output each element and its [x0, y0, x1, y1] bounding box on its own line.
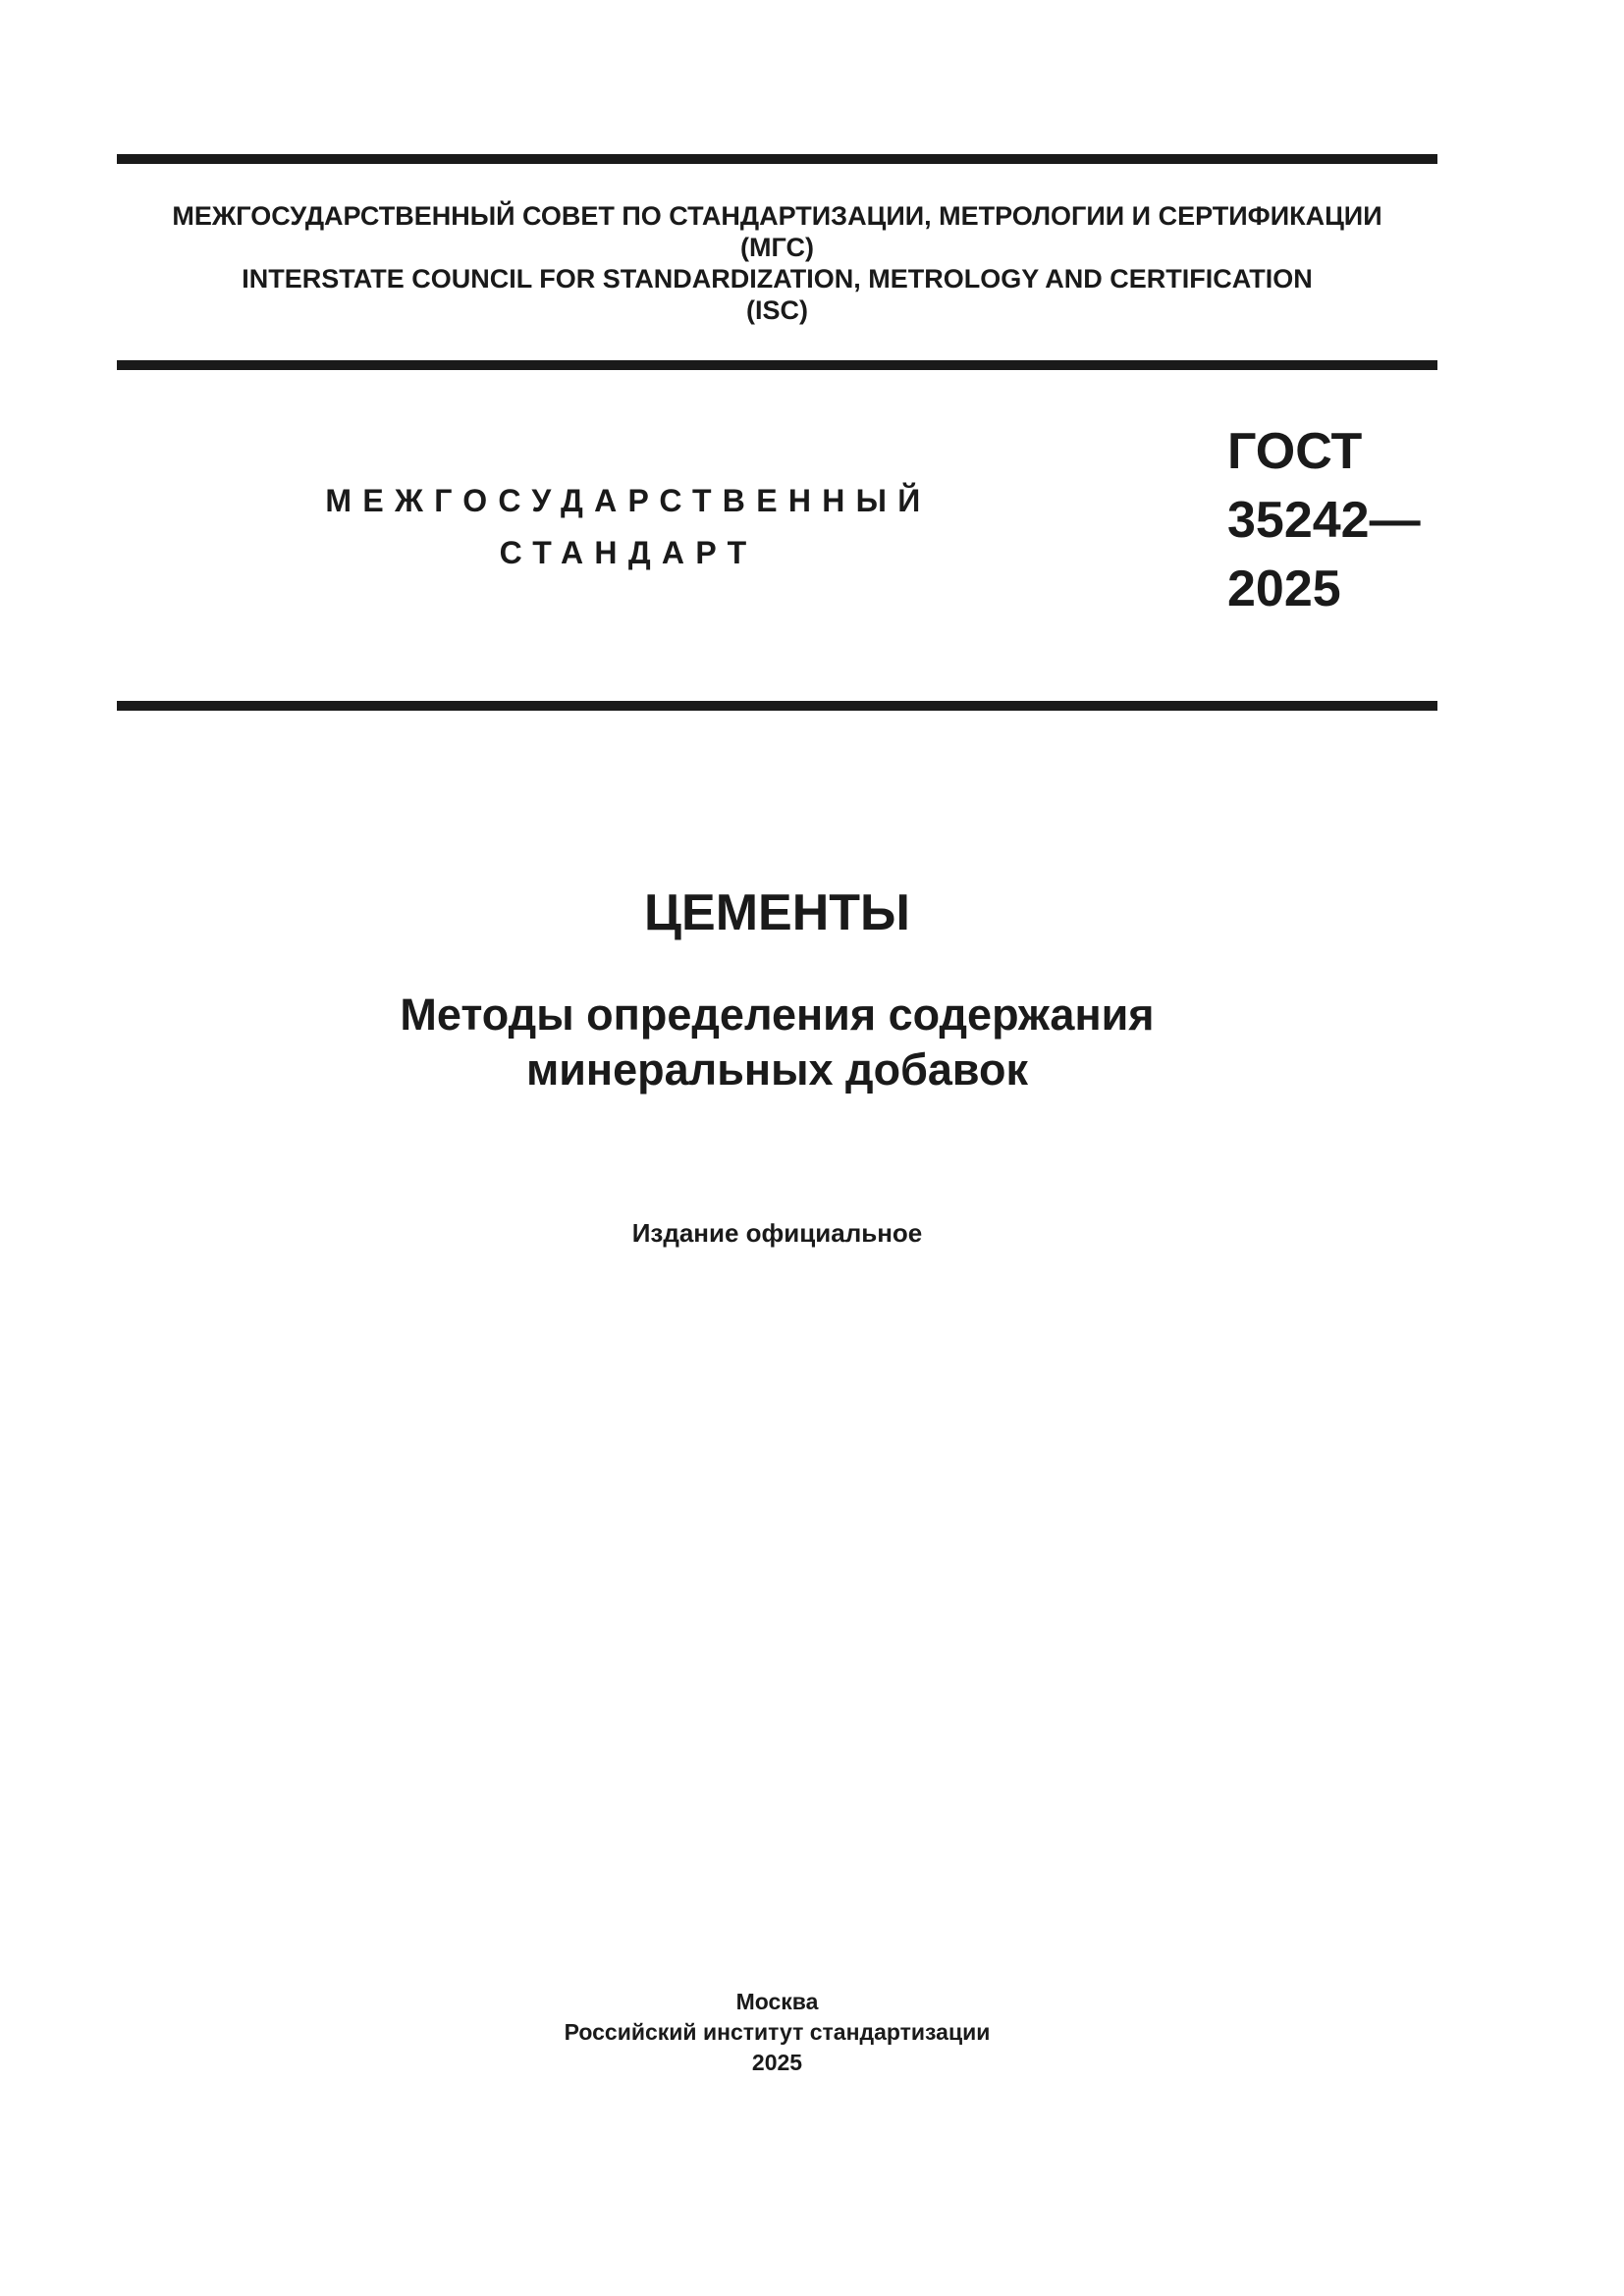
imprint-year: 2025: [751, 2050, 803, 2075]
standard-kind: [275, 475, 982, 579]
designation-divider-rule: [117, 701, 1437, 711]
council-header: [117, 200, 1437, 326]
designation-prefix: ГОСТ: [1227, 423, 1363, 480]
council-abbr-ru: (МГС): [740, 233, 814, 262]
designation-year: 2025: [1227, 561, 1341, 617]
council-name-ru: МЕЖГОСУДАРСТВЕННЫЙ СОВЕТ ПО СТАНДАРТИЗАЦИИ, МЕТРОЛОГИИ И СЕРТИФИКАЦИИ: [172, 201, 1382, 231]
document-title: ЦЕМЕНТЫ: [644, 884, 910, 941]
council-name-en: INTERSTATE COUNCIL FOR STANDARDIZATION, METROLOGY AND CERTIFICATION: [242, 264, 1313, 294]
designation-number: 35242—: [1227, 492, 1421, 549]
subtitle-line-1: Методы определения содержания: [400, 989, 1155, 1040]
subtitle-line-2: минеральных добавок: [525, 1044, 1029, 1095]
publisher-imprint: [117, 1987, 1437, 2078]
standard-kind-line-1: МЕЖГОСУДАРСТВЕННЫЙ: [325, 483, 932, 518]
council-abbr-en: (ISC): [746, 295, 808, 325]
header-divider-rule: [117, 360, 1437, 370]
standard-kind-line-2: СТАНДАРТ: [499, 535, 758, 570]
top-rule: [117, 154, 1437, 164]
imprint-publisher: Российский институт стандартизации: [564, 2019, 991, 2045]
imprint-city: Москва: [735, 1989, 819, 2014]
standard-designation: [1227, 417, 1421, 623]
document-subtitle: [117, 988, 1437, 1097]
edition-note: Издание официальное: [631, 1218, 923, 1248]
